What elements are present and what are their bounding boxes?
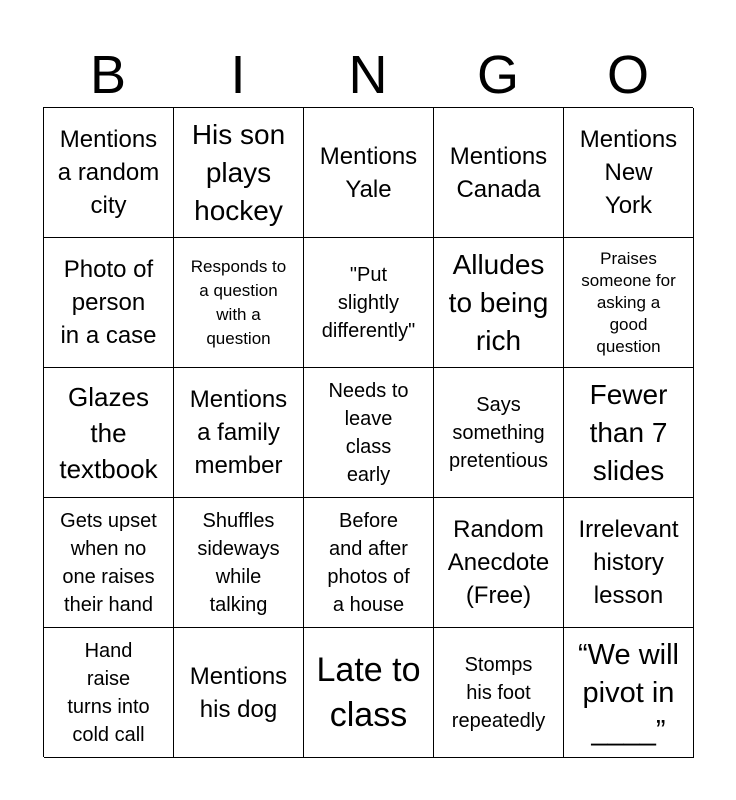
cell-text: Fewer than 7 slides bbox=[589, 378, 668, 486]
cell-text: Late to class bbox=[316, 650, 421, 734]
cell-text: Glazes the textbook bbox=[59, 381, 158, 484]
bingo-cell[interactable] bbox=[564, 368, 694, 498]
bingo-cell[interactable] bbox=[44, 498, 174, 628]
bingo-cell[interactable] bbox=[304, 108, 434, 238]
bingo-grid bbox=[43, 107, 693, 757]
bingo-cell[interactable] bbox=[44, 368, 174, 498]
cell-text: Mentions his dog bbox=[189, 662, 288, 723]
cell-text: Shuffles sideways while talking bbox=[197, 509, 280, 616]
bingo-cell[interactable] bbox=[564, 498, 694, 628]
cell-text: Random Anecdote (Free) bbox=[447, 516, 550, 609]
bingo-cell[interactable] bbox=[44, 238, 174, 368]
cell-text: Before and after photos of a house bbox=[327, 509, 410, 616]
header-letter-n: N bbox=[348, 45, 388, 105]
bingo-cell[interactable] bbox=[304, 368, 434, 498]
bingo-cell[interactable] bbox=[434, 628, 564, 758]
bingo-cell[interactable] bbox=[44, 628, 174, 758]
bingo-cell[interactable] bbox=[434, 108, 564, 238]
header-letter-g: G bbox=[476, 45, 519, 105]
cell-text: “We will pivot in ____” bbox=[578, 638, 679, 747]
bingo-cell[interactable] bbox=[44, 108, 174, 238]
header-letter-i: I bbox=[230, 45, 246, 105]
cell-text: Mentions New York bbox=[579, 126, 678, 219]
cell-text: Stomps his foot repeatedly bbox=[451, 653, 546, 732]
cell-text: Praises someone for asking a good question bbox=[581, 248, 676, 356]
bingo-cell[interactable] bbox=[564, 238, 694, 368]
header-letter-o: O bbox=[606, 45, 649, 105]
cell-text: Mentions Yale bbox=[319, 142, 418, 203]
bingo-cell[interactable] bbox=[434, 498, 564, 628]
bingo-cell[interactable] bbox=[434, 368, 564, 498]
bingo-cell[interactable] bbox=[564, 628, 694, 758]
cell-text: Says something pretentious bbox=[449, 393, 548, 472]
cell-text: Mentions Canada bbox=[449, 142, 548, 203]
bingo-cell[interactable] bbox=[304, 498, 434, 628]
bingo-cell[interactable] bbox=[304, 628, 434, 758]
header-letter-b: B bbox=[89, 45, 127, 105]
cell-text: Mentions a family member bbox=[189, 386, 288, 479]
cell-text: Hand raise turns into cold call bbox=[67, 639, 150, 746]
bingo-cell[interactable] bbox=[174, 628, 304, 758]
cell-text: Irrelevant history lesson bbox=[578, 516, 679, 609]
cell-text: Needs to leave class early bbox=[328, 379, 409, 486]
cell-text: Mentions a random city bbox=[57, 126, 160, 219]
bingo-cell[interactable] bbox=[174, 498, 304, 628]
bingo-cell[interactable] bbox=[304, 238, 434, 368]
bingo-cell[interactable] bbox=[434, 238, 564, 368]
bingo-cell[interactable] bbox=[174, 368, 304, 498]
cell-text: Responds to a question with a question bbox=[190, 256, 287, 348]
bingo-cell[interactable] bbox=[564, 108, 694, 238]
bingo-header bbox=[43, 42, 693, 108]
bingo-cell[interactable] bbox=[174, 238, 304, 368]
bingo-cell[interactable] bbox=[174, 108, 304, 238]
cell-text: His son plays hockey bbox=[191, 118, 286, 226]
cell-text: Alludes to being rich bbox=[448, 248, 549, 356]
cell-text: Gets upset when no one raises their hand bbox=[60, 509, 157, 616]
cell-text: "Put slightly differently" bbox=[321, 263, 416, 342]
cell-text: Photo of person in a case bbox=[60, 256, 157, 349]
